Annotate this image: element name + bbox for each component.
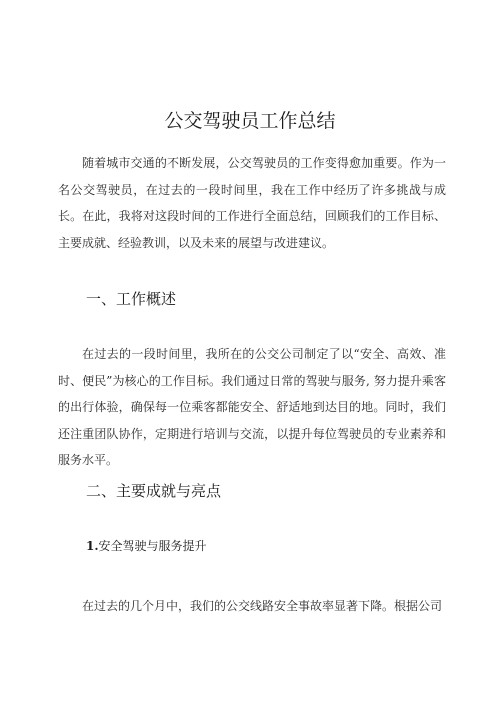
overview-paragraph: 在过去的一段时间里，我所在的公交公司制定了以“安全、高效、准时、便民”为核心的工作目标。我们通过日常的驾驶与服务, 努力提升乘客的出行体验，确保每一位乘客都能安全、舒适地到达目的地。同时，我们还注重团队协作，定期进行培训与交流，以提升每位驾驶员的专业素养和服务水平。	[58, 347, 446, 467]
section-heading-achievements: 二、主要成就与亮点	[86, 482, 222, 500]
document-title: 公交驾驶员工作总结	[164, 109, 336, 132]
safety-paragraph: 在过去的几个月中，我们的公交线路安全事故率显著下降。根据公司	[82, 599, 443, 613]
section-heading-overview: 一、工作概述	[86, 290, 177, 308]
subsection-heading-safety	[86, 537, 207, 555]
intro-paragraph: 随着城市交通的不断发展，公交驾驶员的工作变得愈加重要。作为一名公交驾驶员，在过去的一段时间里，我在工作中经历了许多挑战与成长。在此，我将对这段时间的工作进行全面总结，回顾我们的工作目标、主要成就、经验教训，以及未来的展望与改进建议。	[58, 156, 446, 250]
subsection-title: 安全驾驶与服务提升	[98, 539, 207, 553]
subsection-number: 1.	[86, 539, 99, 553]
